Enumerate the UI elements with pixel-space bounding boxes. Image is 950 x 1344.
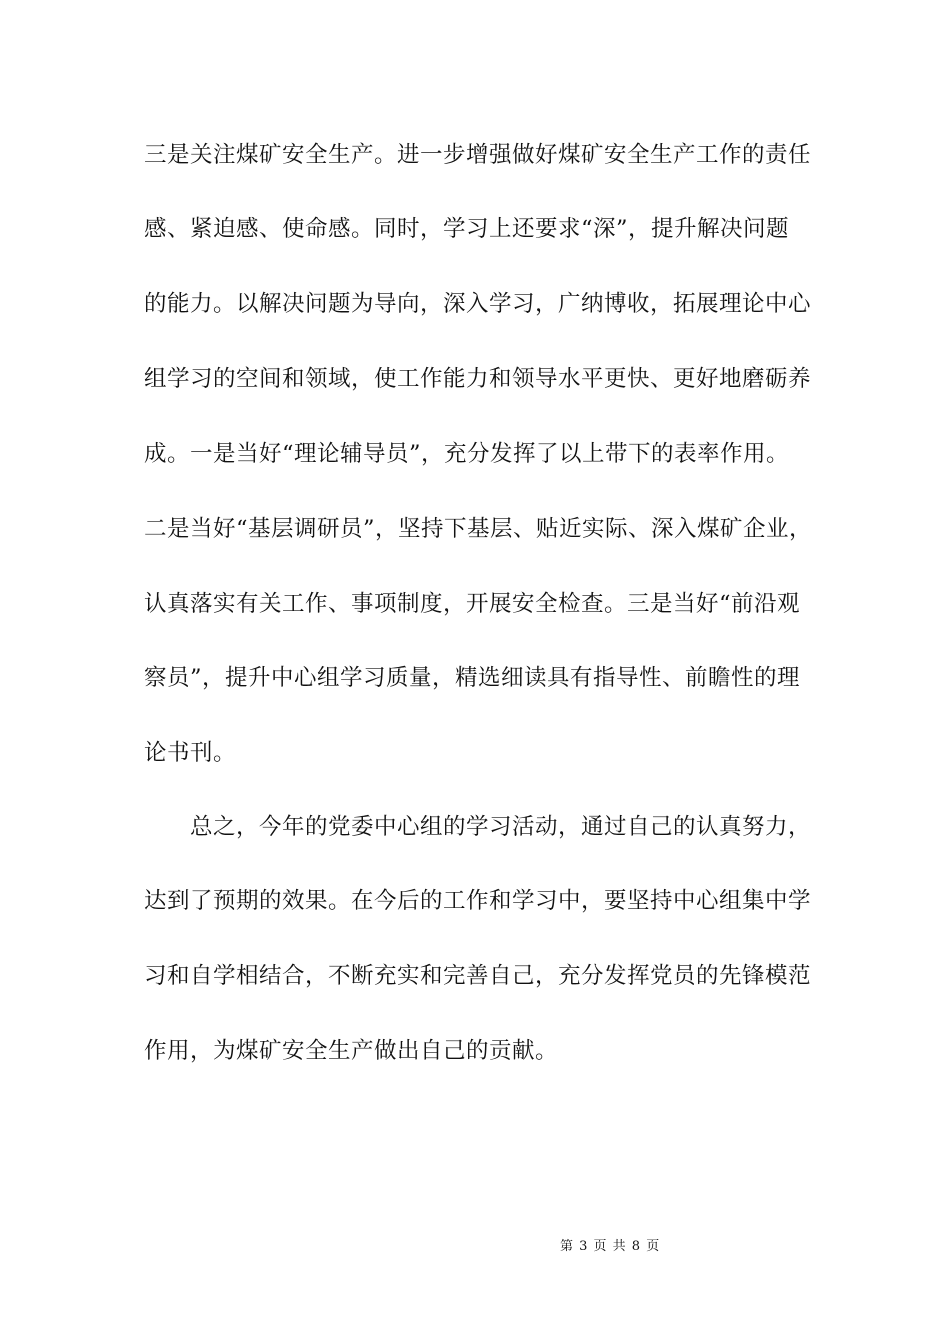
body-text-line: 组学习的空间和领域，使工作能力和领导水平更快、更好地磨砺养 [144, 366, 812, 392]
body-text-line: 认真落实有关工作、事项制度，开展安全检查。三是当好“前沿观 [144, 591, 801, 617]
body-text-line: 成。一是当好“理论辅导员”，充分发挥了以上带下的表率作用。 [144, 441, 790, 467]
page-number-footer: 第 3 页 共 8 页 [560, 1239, 661, 1254]
body-text-line: 察员”，提升中心组学习质量，精选细读具有指导性、前瞻性的理 [144, 665, 801, 691]
body-text-line: 三是关注煤矿安全生产。进一步增强做好煤矿安全生产工作的责任 [144, 142, 812, 168]
body-text-line: 习和自学相结合，不断充实和完善自己，充分发挥党员的先锋模范 [144, 963, 812, 989]
body-text-line: 达到了预期的效果。在今后的工作和学习中，要坚持中心组集中学 [144, 888, 812, 914]
body-text-line: 总之，今年的党委中心组的学习活动，通过自己的认真努力， [144, 814, 812, 840]
body-text-line: 感、紧迫感、使命感。同时，学习上还要求“深”，提升解决问题 [144, 216, 790, 242]
body-text-line: 论书刊。 [144, 740, 237, 766]
body-text-line: 的能力。以解决问题为导向，深入学习，广纳博收，拓展理论中心 [144, 291, 812, 317]
body-text-line: 作用，为煤矿安全生产做出自己的贡献。 [144, 1038, 559, 1064]
body-text-line: 二是当好“基层调研员”，坚持下基层、贴近实际、深入煤矿企业， [144, 516, 813, 542]
